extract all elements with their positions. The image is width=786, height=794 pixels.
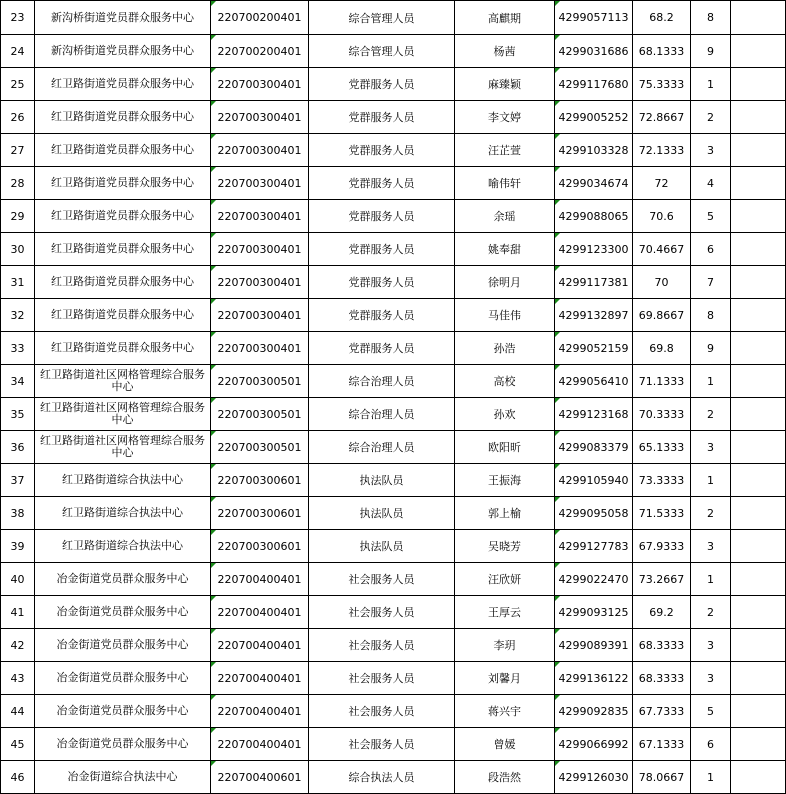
cell-rank: 2 [691,101,731,134]
cell-number: 41 [1,596,35,629]
cell-empty [731,662,786,695]
cell-position: 综合管理人员 [309,35,455,68]
cell-ticket-number: 4299136122 [555,662,633,695]
cell-rank: 1 [691,68,731,101]
cell-score: 68.3333 [633,662,691,695]
cell-empty [731,761,786,794]
cell-ticket-number: 4299088065 [555,200,633,233]
cell-rank: 6 [691,233,731,266]
cell-number: 29 [1,200,35,233]
cell-position-code: 220700300401 [211,101,309,134]
cell-name: 郭上榆 [455,497,555,530]
table-row [1,761,786,794]
cell-rank: 1 [691,365,731,398]
cell-rank: 8 [691,1,731,35]
cell-score: 73.3333 [633,464,691,497]
cell-number: 25 [1,68,35,101]
cell-rank: 3 [691,134,731,167]
table-row [1,497,786,530]
cell-organization: 红卫路街道党员群众服务中心 [35,167,211,200]
table-row [1,728,786,761]
cell-position: 党群服务人员 [309,101,455,134]
table-row [1,662,786,695]
table-row [1,596,786,629]
cell-position: 党群服务人员 [309,68,455,101]
cell-number: 38 [1,497,35,530]
cell-number: 26 [1,101,35,134]
cell-rank: 2 [691,398,731,431]
cell-position: 综合治理人员 [309,365,455,398]
cell-ticket-number: 4299056410 [555,365,633,398]
cell-score: 72.8667 [633,101,691,134]
cell-position-code: 220700400401 [211,563,309,596]
cell-name: 欧阳昕 [455,431,555,464]
cell-position-code: 220700400401 [211,662,309,695]
table-row [1,134,786,167]
cell-name: 段浩然 [455,761,555,794]
cell-number: 23 [1,1,35,35]
cell-empty [731,101,786,134]
cell-empty [731,398,786,431]
cell-organization: 红卫路街道党员群众服务中心 [35,68,211,101]
cell-rank: 3 [691,662,731,695]
cell-score: 71.5333 [633,497,691,530]
cell-organization: 红卫路街道社区网格管理综合服务中心 [35,398,211,431]
table-row [1,464,786,497]
cell-position-code: 220700300401 [211,167,309,200]
cell-organization: 红卫路街道党员群众服务中心 [35,299,211,332]
cell-organization: 红卫路街道党员群众服务中心 [35,233,211,266]
cell-ticket-number: 4299052159 [555,332,633,365]
cell-position-code: 220700300401 [211,134,309,167]
cell-name: 马佳伟 [455,299,555,332]
cell-rank: 6 [691,728,731,761]
cell-position: 党群服务人员 [309,332,455,365]
cell-empty [731,629,786,662]
cell-ticket-number: 4299127783 [555,530,633,563]
cell-position: 综合治理人员 [309,398,455,431]
cell-position-code: 220700300601 [211,530,309,563]
cell-score: 69.8667 [633,299,691,332]
cell-position: 综合执法人员 [309,761,455,794]
cell-number: 44 [1,695,35,728]
cell-organization: 红卫路街道党员群众服务中心 [35,200,211,233]
cell-number: 31 [1,266,35,299]
cell-rank: 5 [691,695,731,728]
cell-ticket-number: 4299057113 [555,1,633,35]
cell-number: 42 [1,629,35,662]
cell-name: 高麒期 [455,1,555,35]
cell-score: 70.6 [633,200,691,233]
cell-number: 46 [1,761,35,794]
cell-position-code: 220700300601 [211,464,309,497]
cell-number: 33 [1,332,35,365]
cell-rank: 2 [691,497,731,530]
cell-position-code: 220700400401 [211,695,309,728]
cell-organization: 冶金街道党员群众服务中心 [35,563,211,596]
cell-score: 73.2667 [633,563,691,596]
cell-ticket-number: 4299105940 [555,464,633,497]
cell-empty [731,431,786,464]
cell-rank: 3 [691,431,731,464]
cell-position: 党群服务人员 [309,299,455,332]
cell-rank: 7 [691,266,731,299]
cell-empty [731,695,786,728]
cell-position-code: 220700400601 [211,761,309,794]
cell-number: 30 [1,233,35,266]
cell-position-code: 220700300401 [211,266,309,299]
cell-position: 党群服务人员 [309,167,455,200]
table-row [1,1,786,35]
table-body [1,1,786,794]
cell-ticket-number: 4299126030 [555,761,633,794]
cell-position-code: 220700300601 [211,497,309,530]
table-row [1,167,786,200]
cell-rank: 5 [691,200,731,233]
table-row [1,200,786,233]
cell-score: 67.9333 [633,530,691,563]
cell-score: 75.3333 [633,68,691,101]
cell-position: 党群服务人员 [309,233,455,266]
table-row [1,299,786,332]
cell-position-code: 220700400401 [211,728,309,761]
cell-name: 余瑶 [455,200,555,233]
table-row [1,629,786,662]
cell-position-code: 220700300501 [211,431,309,464]
cell-position: 综合治理人员 [309,431,455,464]
cell-ticket-number: 4299095058 [555,497,633,530]
cell-organization: 红卫路街道社区网格管理综合服务中心 [35,431,211,464]
cell-number: 34 [1,365,35,398]
cell-ticket-number: 4299089391 [555,629,633,662]
table-row [1,563,786,596]
cell-ticket-number: 4299066992 [555,728,633,761]
cell-name: 孙浩 [455,332,555,365]
cell-ticket-number: 4299093125 [555,596,633,629]
cell-ticket-number: 4299031686 [555,35,633,68]
cell-empty [731,563,786,596]
table-row [1,266,786,299]
table-row [1,332,786,365]
cell-organization: 红卫路街道综合执法中心 [35,497,211,530]
cell-empty [731,497,786,530]
cell-position-code: 220700300401 [211,299,309,332]
cell-empty [731,299,786,332]
cell-score: 67.1333 [633,728,691,761]
cell-score: 71.1333 [633,365,691,398]
cell-position: 社会服务人员 [309,695,455,728]
cell-rank: 9 [691,35,731,68]
cell-position: 社会服务人员 [309,728,455,761]
cell-rank: 3 [691,530,731,563]
cell-name: 杨茜 [455,35,555,68]
cell-score: 70.4667 [633,233,691,266]
cell-number: 24 [1,35,35,68]
cell-position-code: 220700300401 [211,332,309,365]
cell-score: 72.1333 [633,134,691,167]
cell-position-code: 220700400401 [211,629,309,662]
cell-number: 39 [1,530,35,563]
cell-position: 执法队员 [309,497,455,530]
cell-name: 姚奉甜 [455,233,555,266]
cell-rank: 1 [691,761,731,794]
cell-ticket-number: 4299123168 [555,398,633,431]
cell-name: 高校 [455,365,555,398]
cell-empty [731,365,786,398]
cell-score: 78.0667 [633,761,691,794]
cell-score: 70 [633,266,691,299]
cell-ticket-number: 4299092835 [555,695,633,728]
cell-position-code: 220700200401 [211,35,309,68]
cell-ticket-number: 4299083379 [555,431,633,464]
cell-position: 党群服务人员 [309,200,455,233]
cell-score: 68.2 [633,1,691,35]
cell-empty [731,233,786,266]
cell-position: 执法队员 [309,530,455,563]
cell-organization: 冶金街道党员群众服务中心 [35,662,211,695]
cell-organization: 红卫路街道党员群众服务中心 [35,266,211,299]
cell-organization: 红卫路街道综合执法中心 [35,464,211,497]
cell-ticket-number: 4299117680 [555,68,633,101]
cell-name: 徐明月 [455,266,555,299]
cell-organization: 冶金街道党员群众服务中心 [35,629,211,662]
cell-name: 李文婷 [455,101,555,134]
cell-rank: 9 [691,332,731,365]
cell-name: 汪芷萱 [455,134,555,167]
table-row [1,68,786,101]
cell-name: 麻臻颖 [455,68,555,101]
cell-name: 喻伟轩 [455,167,555,200]
cell-name: 孙欢 [455,398,555,431]
cell-organization: 冶金街道党员群众服务中心 [35,596,211,629]
cell-name: 王厚云 [455,596,555,629]
table-row [1,695,786,728]
cell-position-code: 220700300401 [211,200,309,233]
cell-empty [731,134,786,167]
cell-position: 党群服务人员 [309,134,455,167]
table-row [1,35,786,68]
cell-organization: 红卫路街道党员群众服务中心 [35,101,211,134]
cell-rank: 4 [691,167,731,200]
cell-rank: 1 [691,563,731,596]
cell-score: 68.1333 [633,35,691,68]
cell-position-code: 220700300501 [211,398,309,431]
cell-name: 汪欣妍 [455,563,555,596]
cell-ticket-number: 4299034674 [555,167,633,200]
cell-score: 67.7333 [633,695,691,728]
cell-position: 综合管理人员 [309,1,455,35]
table-row [1,398,786,431]
table-row [1,233,786,266]
cell-rank: 1 [691,464,731,497]
table-row [1,530,786,563]
cell-rank: 3 [691,629,731,662]
cell-score: 69.2 [633,596,691,629]
cell-ticket-number: 4299123300 [555,233,633,266]
cell-empty [731,68,786,101]
cell-rank: 2 [691,596,731,629]
cell-position-code: 220700400401 [211,596,309,629]
cell-number: 45 [1,728,35,761]
cell-empty [731,332,786,365]
cell-name: 李玥 [455,629,555,662]
cell-position: 执法队员 [309,464,455,497]
cell-empty [731,596,786,629]
cell-number: 37 [1,464,35,497]
cell-name: 曾媛 [455,728,555,761]
cell-organization: 红卫路街道党员群众服务中心 [35,332,211,365]
cell-score: 68.3333 [633,629,691,662]
cell-name: 吴晓芳 [455,530,555,563]
cell-organization: 新沟桥街道党员群众服务中心 [35,1,211,35]
cell-rank: 8 [691,299,731,332]
cell-ticket-number: 4299117381 [555,266,633,299]
cell-empty [731,35,786,68]
cell-ticket-number: 4299005252 [555,101,633,134]
cell-number: 27 [1,134,35,167]
cell-organization: 冶金街道党员群众服务中心 [35,728,211,761]
cell-empty [731,728,786,761]
cell-position-code: 220700300501 [211,365,309,398]
cell-position: 党群服务人员 [309,266,455,299]
cell-organization: 红卫路街道综合执法中心 [35,530,211,563]
cell-score: 65.1333 [633,431,691,464]
cell-number: 28 [1,167,35,200]
cell-number: 35 [1,398,35,431]
cell-empty [731,167,786,200]
cell-position: 社会服务人员 [309,563,455,596]
cell-ticket-number: 4299103328 [555,134,633,167]
cell-name: 刘馨月 [455,662,555,695]
cell-empty [731,200,786,233]
table-row [1,365,786,398]
cell-organization: 红卫路街道党员群众服务中心 [35,134,211,167]
cell-score: 69.8 [633,332,691,365]
cell-empty [731,464,786,497]
cell-empty [731,266,786,299]
cell-number: 43 [1,662,35,695]
cell-name: 蒋兴宇 [455,695,555,728]
cell-position: 社会服务人员 [309,662,455,695]
cell-empty [731,530,786,563]
cell-position: 社会服务人员 [309,596,455,629]
cell-number: 36 [1,431,35,464]
cell-organization: 冶金街道党员群众服务中心 [35,695,211,728]
cell-empty [731,1,786,35]
table-row [1,431,786,464]
cell-ticket-number: 4299132897 [555,299,633,332]
cell-number: 40 [1,563,35,596]
cell-position-code: 220700300401 [211,233,309,266]
cell-number: 32 [1,299,35,332]
cell-score: 72 [633,167,691,200]
cell-organization: 新沟桥街道党员群众服务中心 [35,35,211,68]
cell-organization: 冶金街道综合执法中心 [35,761,211,794]
cell-position-code: 220700200401 [211,1,309,35]
table-row [1,101,786,134]
cell-position: 社会服务人员 [309,629,455,662]
cell-ticket-number: 4299022470 [555,563,633,596]
cell-organization: 红卫路街道社区网格管理综合服务中心 [35,365,211,398]
cell-name: 王振海 [455,464,555,497]
cell-score: 70.3333 [633,398,691,431]
cell-position-code: 220700300401 [211,68,309,101]
